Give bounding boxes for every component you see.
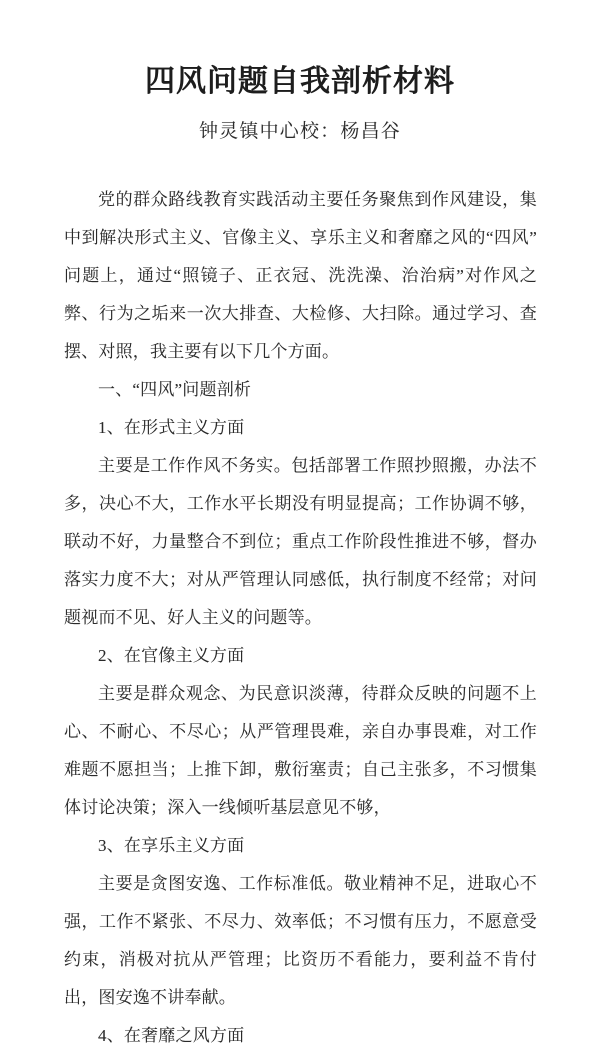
page-title: 四风问题自我剖析材料 bbox=[145, 65, 455, 98]
body-paragraph: 主要是工作作风不务实。包括部署工作照抄照搬，办法不多，决心不大，工作水平长期没有明显提高；工作协调不够，联动不好，力量整合不到位；重点工作阶段性推进不够，督办落实力度不大；对从严管理认同感低，执行制度不经常；对问题视而不见、好人主义的问题等。 bbox=[64, 456, 537, 627]
body-paragraph: 党的群众路线教育实践活动主要任务聚焦到作风建设，集中到解决形式主义、官像主义、享乐主义和奢靡之风的“四风”问题上，通过“照镜子、正衣冠、洗洗澡、治治病”对作风之弊、行为之垢来一次大排查、大检修、大扫除。通过学习、查摆、对照，我主要有以下几个方面。 bbox=[64, 190, 537, 361]
body-paragraph: 主要是贪图安逸、工作标准低。敬业精神不足，进取心不强，工作不紧张、不尽力、效率低；不习惯有压力，不愿意受约束，消极对抗从严管理；比资历不看能力，要利益不肯付出，图安逸不讲奉献。 bbox=[64, 874, 537, 1007]
section-heading: 1、在形式主义方面 bbox=[98, 418, 245, 437]
section-heading: 2、在官像主义方面 bbox=[98, 646, 245, 665]
section-heading: 3、在享乐主义方面 bbox=[98, 836, 245, 855]
document-body bbox=[64, 181, 537, 1055]
document-byline: 钟灵镇中心校：杨昌谷 bbox=[198, 121, 401, 142]
section-heading: 4、在奢靡之风方面 bbox=[98, 1026, 245, 1045]
body-paragraph: 主要是群众观念、为民意识淡薄，待群众反映的问题不上心、不耐心、不尽心；从严管理畏难，亲自办事畏难，对工作难题不愿担当；上推下卸，敷衍塞责；自己主张多，不习惯集体讨论决策；深入一线倾听基层意见不够， bbox=[64, 684, 537, 817]
section-heading: 一、“四风”问题剖析 bbox=[98, 380, 252, 399]
